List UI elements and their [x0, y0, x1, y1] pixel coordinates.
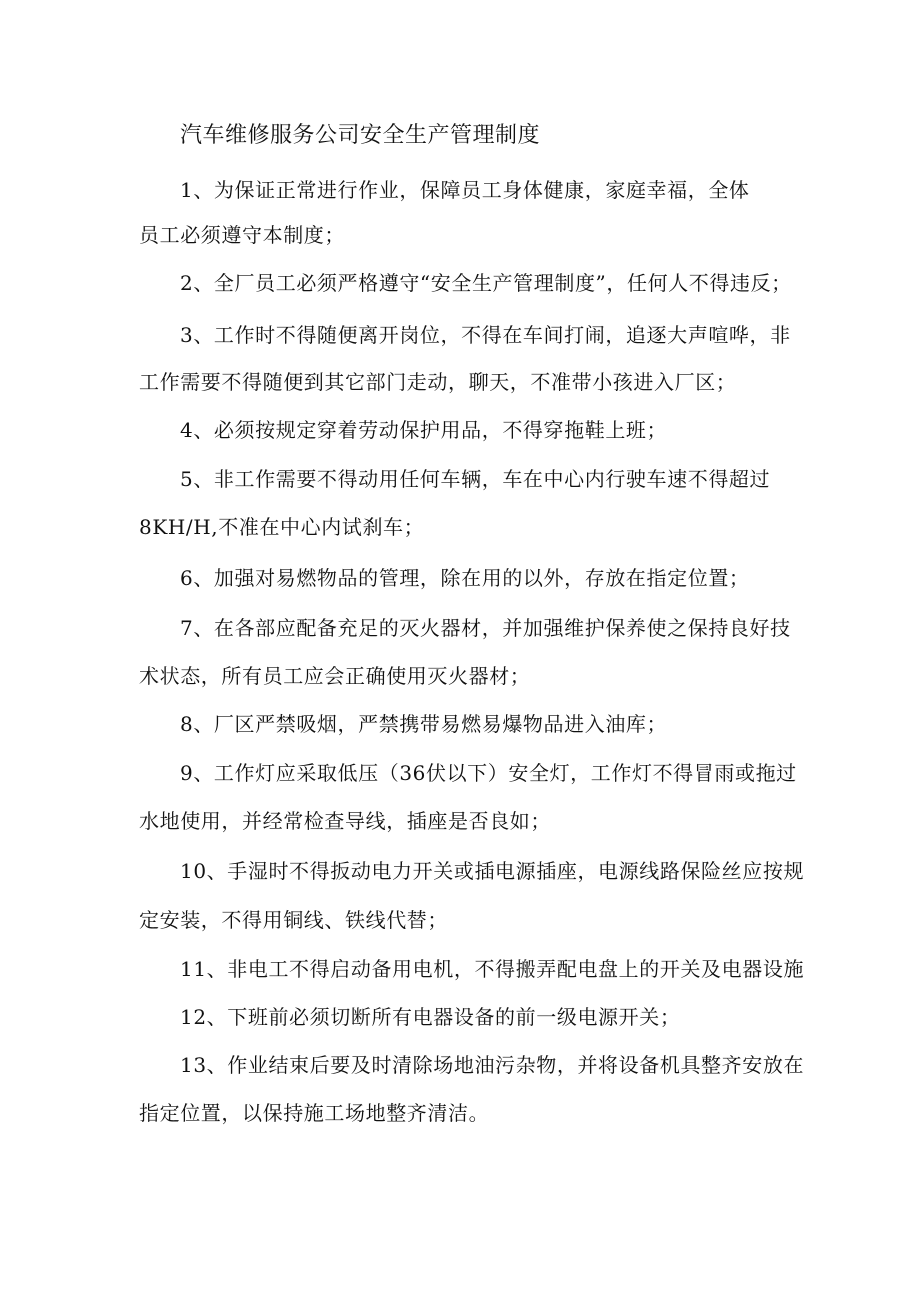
- rule-12-line-1: 12、下班前必须切断所有电器设备的前一级电源开关；: [180, 1005, 681, 1029]
- rule-3-line-2: 工作需要不得随便到其它部门走动，聊天，不准带小孩进入厂区；: [139, 370, 737, 394]
- rule-1-line-2: 员工必须遵守本制度；: [139, 223, 345, 247]
- rule-7-line-2: 术状态，所有员工应会正确使用灭火器材；: [139, 664, 531, 688]
- rule-4-line-1: 4、必须按规定穿着劳动保护用品，不得穿拖鞋上班；: [180, 418, 668, 442]
- rule-1-line-1: 1、为保证正常进行作业，保障员工身体健康，家庭幸福，全体: [180, 178, 750, 202]
- rule-6-line-1: 6、加强对易燃物品的管理，除在用的以外，存放在指定位置；: [180, 566, 750, 590]
- rule-9-line-2: 水地使用，并经常检查导线，插座是否良如；: [139, 809, 551, 833]
- rule-3-line-1: 3、工作时不得随便离开岗位，不得在车间打闹，追逐大声喧哗，非: [180, 323, 791, 347]
- rule-13-line-2: 指定位置，以保持施工场地整齐清洁。: [139, 1101, 490, 1125]
- rule-13-line-1: 13、作业结束后要及时清除场地油污杂物，并将设备机具整齐安放在: [180, 1053, 805, 1077]
- rule-9-line-1: 9、工作灯应采取低压（36伏以下）安全灯，工作灯不得冒雨或拖过: [180, 761, 797, 785]
- rule-10-line-1: 10、手湿时不得扳动电力开关或插电源插座，电源线路保险丝应按规: [180, 859, 805, 883]
- rule-11-line-1: 11、非电工不得启动备用电机，不得搬弄配电盘上的开关及电器设施: [180, 957, 805, 981]
- rule-8-line-1: 8、厂区严禁吸烟，严禁携带易燃易爆物品进入油库；: [180, 712, 668, 736]
- rule-7-line-1: 7、在各部应配备充足的灭火器材，并加强维护保养使之保持良好技: [180, 616, 791, 640]
- rule-2-line-1: 2、全厂员工必须严格遵守“安全生产管理制度”，任何人不得违反；: [180, 271, 792, 295]
- rule-10-line-2: 定安装，不得用铜线、铁线代替；: [139, 908, 448, 932]
- document-title: 汽车维修服务公司安全生产管理制度: [180, 123, 541, 148]
- rule-5-line-2: 8KH/H,不准在中心内试刹车；: [139, 515, 425, 539]
- rule-5-line-1: 5、非工作需要不得动用任何车辆，车在中心内行驶车速不得超过: [180, 467, 771, 491]
